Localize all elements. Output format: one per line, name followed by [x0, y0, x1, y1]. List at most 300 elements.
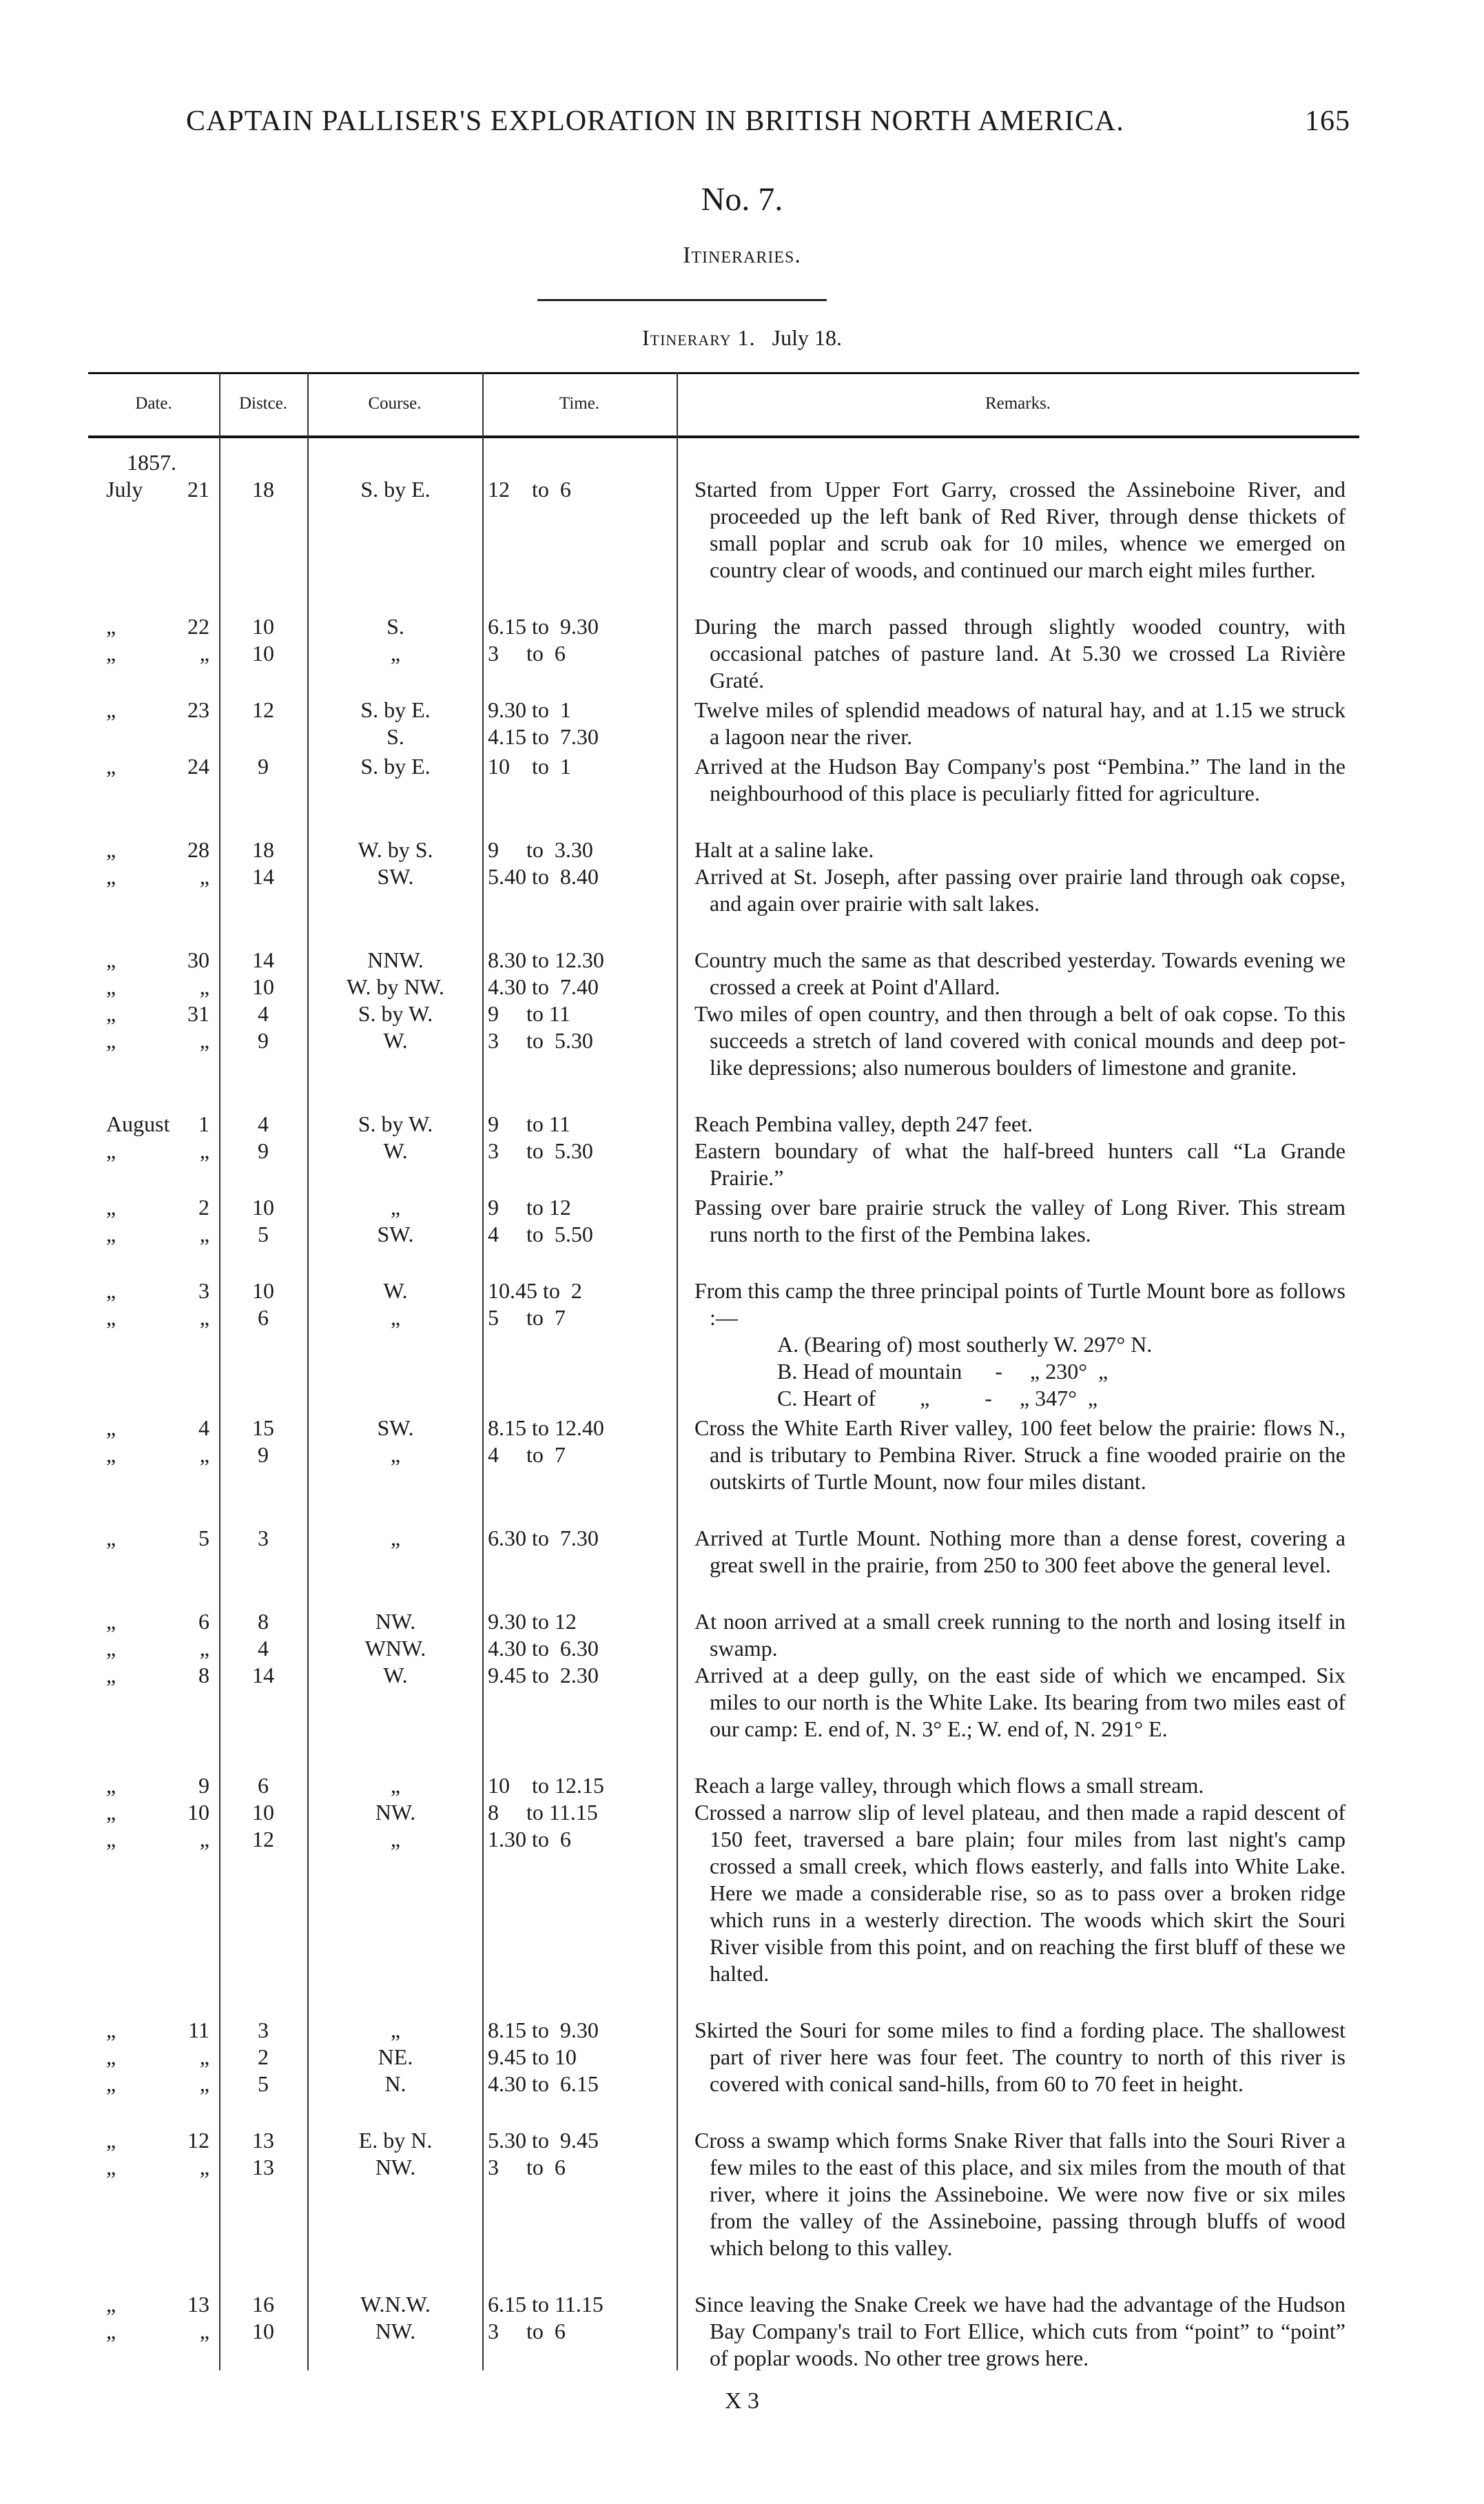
date-day: „: [199, 864, 209, 889]
remark-text: Crossed a narrow slip of level plateau, and then made a rapid descent of 150 feet, traversed a bare plain; four miles from last night's camp crossed a small creek, which flows easterly, and falls into White Lake. Here we made a considerable rise, so as to pass over a broken ridge which runs in a westerly direction. The woods which skirt the Souri River visible from this point, and on reaching the first bluff of these we halted.: [694, 1800, 1346, 1986]
course-value: NNW.: [367, 947, 424, 972]
cell-course: [310, 697, 481, 750]
time-value: 9 to 11: [488, 1001, 570, 1026]
date-month: „: [106, 2319, 116, 2343]
table-row: [88, 2017, 1359, 2127]
distance-value: 5: [258, 1222, 269, 1246]
distance-value: 8: [258, 1609, 269, 1634]
remark-text: Cross the White Earth River valley, 100 feet below the prairie: flows N., and is tributary to Pembina River. Struck a fine wooded prairie on the outskirts of Turtle Mount, now four miles distant.: [694, 1415, 1346, 1494]
date-month: „: [106, 2044, 116, 2069]
time-value: 8 to 11.15: [488, 1800, 598, 1825]
distance-value: 4: [258, 1636, 269, 1661]
distance-value: 6: [258, 1773, 269, 1798]
cell-date: [88, 1194, 212, 1248]
cell-remarks: [694, 697, 1346, 750]
date-month: „: [106, 1138, 116, 1163]
date-day: „: [199, 2155, 209, 2179]
date-line: [88, 613, 212, 640]
time-value: 8.15 to 9.30: [488, 2018, 599, 2042]
date-day: 3: [198, 1278, 209, 1303]
cell-distance: [223, 837, 303, 890]
time-value: 6.15 to 9.30: [488, 614, 599, 639]
cell-distance: [223, 2291, 303, 2345]
date-line: [88, 753, 212, 780]
date-day: „: [199, 1442, 209, 1467]
date-day: „: [199, 1222, 209, 1246]
course-value: NW.: [375, 2319, 416, 2343]
course-value: S. by W.: [358, 1001, 433, 1026]
distance-value: 10: [252, 2319, 274, 2343]
cell-remarks: [694, 2291, 1346, 2372]
cell-remarks: [694, 1415, 1346, 1495]
bearing-line: C. Heart of „ - „ 347° „: [777, 1386, 1098, 1410]
cell-remarks: [694, 2127, 1346, 2261]
time-value: 9.30 to 1: [488, 697, 571, 722]
time-value: 9.30 to 12: [488, 1609, 577, 1634]
date-day: 10: [187, 1800, 209, 1825]
distance-value: 16: [252, 2292, 274, 2317]
itinerary-title: Itinerary 1.: [642, 325, 756, 350]
date-month: „: [106, 2155, 116, 2179]
date-month: „: [106, 1305, 116, 1330]
remark-text: Passing over bare prairie struck the valley of Long River. This stream runs north to the first of the Pembina lakes.: [694, 1195, 1346, 1246]
date-day: 23: [187, 697, 209, 722]
date-line: [88, 2291, 212, 2318]
cell-course: [310, 1194, 481, 1248]
course-value: „: [390, 2018, 401, 2042]
document-number: No. 7.: [701, 181, 783, 218]
time-value: 5.30 to 9.45: [488, 2128, 599, 2153]
cell-course: [310, 2291, 481, 2345]
date-month: „: [106, 837, 116, 862]
time-value: 4.30 to 6.15: [488, 2071, 599, 2096]
table-row: [88, 697, 1359, 753]
date-line: [88, 697, 212, 724]
course-value: S.: [387, 724, 404, 749]
date-day: 13: [187, 2292, 209, 2317]
course-value: W.N.W.: [360, 2292, 431, 2317]
distance-value: 12: [252, 1827, 274, 1851]
time-value: 9.45 to 10: [488, 2044, 577, 2069]
cell-date: [88, 449, 212, 503]
time-value: 4.15 to 7.30: [488, 724, 599, 749]
table-row: [88, 1415, 1359, 1525]
course-value: NW.: [375, 1800, 416, 1825]
date-month: „: [106, 614, 116, 639]
time-value: 5.40 to 8.40: [488, 864, 599, 889]
date-month: „: [106, 1800, 116, 1825]
date-month: „: [106, 754, 116, 779]
date-day: 22: [187, 614, 209, 639]
remark-text: Eastern boundary of what the half-breed hunters call “La Grande Prairie.”: [694, 1138, 1346, 1190]
table-row: [88, 613, 1359, 697]
running-title: CAPTAIN PALLISER'S EXPLORATION IN BRITISH NORTH AMERICA.: [186, 105, 1124, 137]
cell-distance: [223, 753, 303, 780]
date-line: [88, 1000, 212, 1027]
cell-date: [88, 1111, 212, 1164]
course-value: S. by E.: [360, 477, 431, 502]
distance-value: 4: [258, 1001, 269, 1026]
cell-date: [88, 613, 212, 667]
date-line: [88, 1826, 212, 1853]
remark-text: Cross a swamp which forms Snake River that falls into the Souri River a few miles to the east of this place, and six miles from the mouth of that river, where it joins the Assineboine. We were now five or six miles from the valley of the Assineboine, passing through bluffs of wood which belong to this valley.: [694, 2128, 1346, 2260]
date-line: [88, 1138, 212, 1164]
distance-value: 10: [252, 1195, 274, 1220]
date-line: [88, 2017, 212, 2044]
itinerary-table: [88, 372, 1359, 2398]
date-month: „: [106, 2018, 116, 2042]
distance-value: 12: [252, 697, 274, 722]
cell-remarks: [694, 2017, 1346, 2097]
distance-value: 15: [252, 1415, 274, 1440]
cell-remarks: [694, 1111, 1346, 1191]
cell-remarks: [694, 837, 1346, 917]
date-line: [88, 2127, 212, 2154]
cell-distance: [223, 476, 303, 503]
remark-text: Two miles of open country, and then through a belt of oak copse. To this succeeds a stretch of land covered with conical mounds and deep pot-like depressions; also numerous boulders of limestone and granite.: [694, 1001, 1346, 1080]
remark-text: From this camp the three principal points of Turtle Mount bore as follows :—: [694, 1278, 1346, 1330]
date-month: „: [106, 974, 116, 999]
date-day: 28: [187, 837, 209, 862]
cell-date: [88, 2127, 212, 2181]
section-title: Itineraries.: [683, 243, 801, 268]
cell-date: [88, 947, 212, 1054]
header-distance: Distce.: [238, 394, 288, 413]
distance-value: 3: [258, 2018, 269, 2042]
course-value: WNW.: [364, 1636, 426, 1661]
date-line: [88, 1304, 212, 1331]
remark-text: Arrived at the Hudson Bay Company's post “Pembina.” The land in the neighbourhood of this place is peculiarly fitted for agriculture.: [694, 754, 1346, 805]
date-month: „: [106, 864, 116, 889]
distance-value: 10: [252, 614, 274, 639]
date-line: [88, 1608, 212, 1635]
cell-date: [88, 1772, 212, 1853]
cell-course: [310, 1525, 481, 1552]
cell-distance: [223, 1608, 303, 1689]
date-month: „: [106, 2071, 116, 2096]
remark-text: Arrived at St. Joseph, after passing over prairie land through oak copse, and again over prairie with salt lakes.: [694, 864, 1346, 916]
distance-value: 14: [252, 864, 274, 889]
course-value: NW.: [375, 2155, 416, 2179]
cell-remarks: [694, 476, 1346, 584]
cell-course: [310, 2127, 481, 2181]
cell-distance: [223, 2017, 303, 2097]
distance-value: 14: [252, 947, 274, 972]
date-month: „: [106, 1442, 116, 1467]
date-month: „: [106, 947, 116, 972]
date-day: „: [199, 2319, 209, 2343]
header-course: Course.: [368, 394, 422, 413]
date-line: [88, 1772, 212, 1799]
cell-remarks: [694, 1525, 1346, 1579]
course-value: „: [390, 1526, 401, 1550]
date-month: „: [106, 1001, 116, 1026]
cell-date: [88, 2291, 212, 2345]
time-value: 3 to 5.30: [488, 1138, 593, 1163]
date-day: 31: [187, 1001, 209, 1026]
table-body: [88, 449, 1359, 2401]
date-day: „: [199, 1636, 209, 1661]
cell-date: [88, 2017, 212, 2097]
course-value: „: [390, 1305, 401, 1330]
date-day: 1: [198, 1111, 209, 1136]
time-value: 3 to 6: [488, 641, 566, 666]
header-date: Date.: [135, 394, 172, 413]
date-month: „: [106, 1415, 116, 1440]
cell-distance: [223, 1525, 303, 1552]
course-value: SW.: [377, 1222, 414, 1246]
date-month: „: [106, 1773, 116, 1798]
time-value: 8.15 to 12.40: [488, 1415, 604, 1440]
date-day: 9: [198, 1773, 209, 1798]
cell-distance: [223, 947, 303, 1054]
cell-date: [88, 1415, 212, 1468]
cell-distance: [223, 697, 303, 724]
cell-remarks: [694, 947, 1346, 1081]
remark-text: At noon arrived at a small creek running to the north and losing itself in swamp.: [694, 1609, 1346, 1661]
date-day: „: [199, 1827, 209, 1851]
course-value: NE.: [378, 2044, 413, 2069]
distance-value: 10: [252, 974, 274, 999]
course-value: N.: [384, 2071, 406, 2096]
date-line: [88, 863, 212, 890]
cell-distance: [223, 2127, 303, 2181]
table-row: [88, 449, 1359, 613]
date-line: [88, 2044, 212, 2071]
course-value: W. by S.: [358, 837, 433, 862]
distance-value: 6: [258, 1305, 269, 1330]
date-day: 30: [187, 947, 209, 972]
date-day: 6: [198, 1609, 209, 1634]
date-month: „: [106, 1195, 116, 1220]
date-line: [88, 1635, 212, 1662]
cell-course: [310, 2017, 481, 2097]
cell-date: [88, 1608, 212, 1689]
course-value: W. by NW.: [347, 974, 444, 999]
time-value: 3 to 6: [488, 2155, 566, 2179]
table-row: [88, 2291, 1359, 2401]
cell-course: [310, 476, 481, 503]
distance-value: 10: [252, 1800, 274, 1825]
date-day: 21: [187, 477, 209, 502]
table-top-rule: [88, 372, 1359, 374]
date-month: „: [106, 2128, 116, 2153]
date-day: „: [199, 974, 209, 999]
distance-value: 13: [252, 2128, 274, 2153]
cell-distance: [223, 1111, 303, 1164]
cell-date: [88, 1525, 212, 1552]
time-value: 9.45 to 2.30: [488, 1663, 599, 1687]
itinerary-date: July 18.: [772, 325, 842, 350]
distance-value: 4: [258, 1111, 269, 1136]
cell-distance: [223, 1277, 303, 1331]
date-month: „: [106, 1636, 116, 1661]
date-line: [88, 1662, 212, 1689]
table-row: [88, 1277, 1359, 1415]
date-day: 12: [187, 2128, 209, 2153]
date-month: „: [106, 1663, 116, 1687]
cell-remarks: [694, 1772, 1346, 1987]
cell-remarks: [694, 1194, 1346, 1248]
cell-course: [310, 1772, 481, 1853]
time-value: 4.30 to 7.40: [488, 974, 599, 999]
date-month: „: [106, 697, 116, 722]
date-line: [88, 1194, 212, 1221]
course-value: „: [390, 1773, 401, 1798]
table-row: [88, 1111, 1359, 1194]
date-line: [88, 1441, 212, 1468]
date-line: [88, 1415, 212, 1441]
course-value: S. by W.: [358, 1111, 433, 1136]
date-line: [88, 2071, 212, 2097]
date-line: [88, 1027, 212, 1054]
cell-distance: [223, 1772, 303, 1853]
date-month: „: [106, 1609, 116, 1634]
course-value: SW.: [377, 864, 414, 889]
cell-distance: [223, 613, 303, 667]
distance-value: 13: [252, 2155, 274, 2179]
distance-value: 9: [258, 1028, 269, 1053]
date-day: „: [199, 1138, 209, 1163]
date-line: [88, 837, 212, 863]
date-line: [88, 476, 212, 503]
date-month: „: [106, 1028, 116, 1053]
table-row: [88, 1525, 1359, 1608]
remark-text: Halt at a saline lake.: [694, 837, 874, 862]
course-value: W.: [383, 1278, 408, 1303]
distance-value: 3: [258, 1526, 269, 1550]
signature-mark: X 3: [724, 2388, 760, 2414]
header-remarks: Remarks.: [985, 394, 1051, 413]
date-day: 2: [198, 1195, 209, 1220]
time-value: 4 to 5.50: [488, 1222, 593, 1246]
date-day: 5: [198, 1526, 209, 1550]
distance-value: 2: [258, 2044, 269, 2069]
date-day: „: [199, 2044, 209, 2069]
date-line: [88, 947, 212, 974]
date-line: [88, 1221, 212, 1248]
date-month: „: [106, 1526, 116, 1550]
date-day: 24: [187, 754, 209, 779]
course-value: W.: [383, 1138, 408, 1163]
time-value: 10 to 12.15: [488, 1773, 604, 1798]
cell-course: [310, 753, 481, 780]
remark-text: Started from Upper Fort Garry, crossed the Assineboine River, and proceeded up the left bank of Red River, through dense thickets of small poplar and scrub oak for 10 miles, whence we emerged on country clear of woods, and continued our march eight miles further.: [694, 477, 1346, 582]
cell-course: [310, 947, 481, 1054]
date-day: „: [199, 641, 209, 666]
distance-value: 5: [258, 2071, 269, 2096]
time-value: 10.45 to 2: [488, 1278, 582, 1303]
course-value: W.: [383, 1028, 408, 1053]
bearing-line: A. (Bearing of) most southerly W. 297° N.: [777, 1332, 1153, 1357]
cell-course: [310, 1277, 481, 1331]
course-value: S.: [387, 614, 404, 639]
distance-value: 10: [252, 1278, 274, 1303]
cell-course: [310, 1415, 481, 1468]
title-rule: [537, 299, 827, 301]
remark-text: Reach Pembina valley, depth 247 feet.: [694, 1111, 1033, 1136]
time-value: 12 to 6: [488, 477, 571, 502]
remark-text: Arrived at a deep gully, on the east side of which we encamped. Six miles to our north is the White Lake. Its bearing from two miles east of our camp: E. end of, N. 3° E.; W. end of, N. 291° E.: [694, 1663, 1346, 1741]
time-value: 10 to 1: [488, 754, 571, 779]
date-day: 8: [198, 1663, 209, 1687]
course-value: „: [390, 1442, 401, 1467]
distance-value: 18: [252, 837, 274, 862]
remark-text: Since leaving the Snake Creek we have had the advantage of the Hudson Bay Company's trail to Fort Ellice, which cuts from “point” to “point” of poplar woods. No other tree grows here.: [694, 2292, 1346, 2370]
cell-course: [310, 1608, 481, 1689]
cell-remarks: [694, 753, 1346, 807]
date-month: „: [106, 1222, 116, 1246]
header-time: Time.: [559, 394, 600, 413]
date-month: „: [106, 1827, 116, 1851]
date-month: „: [106, 2292, 116, 2317]
date-month: „: [106, 641, 116, 666]
time-value: 6.15 to 11.15: [488, 2292, 604, 2317]
time-value: 6.30 to 7.30: [488, 1526, 599, 1550]
cell-date: [88, 837, 212, 890]
cell-date: [88, 753, 212, 780]
cell-remarks: [694, 1277, 1346, 1412]
time-value: 4.30 to 6.30: [488, 1636, 599, 1661]
course-value: E. by N.: [358, 2128, 433, 2153]
date-line: [88, 2318, 212, 2345]
table-row: [88, 1194, 1359, 1277]
date-day: 4: [198, 1415, 209, 1440]
distance-value: 10: [252, 641, 274, 666]
remark-text: Arrived at Turtle Mount. Nothing more than a dense forest, covering a great swell in the prairie, from 250 to 300 feet above the general level.: [694, 1526, 1346, 1577]
course-value: „: [390, 1827, 401, 1851]
page-number: 165: [1305, 105, 1350, 137]
table-row: [88, 947, 1359, 1111]
course-value: „: [390, 641, 401, 666]
date-day: „: [199, 1305, 209, 1330]
cell-course: [310, 837, 481, 890]
date-month: July: [106, 477, 143, 502]
date-line: [88, 974, 212, 1000]
cell-course: [310, 613, 481, 667]
table-row: [88, 2127, 1359, 2291]
cell-distance: [223, 1415, 303, 1468]
time-value: 3 to 6: [488, 2319, 566, 2343]
distance-value: 18: [252, 477, 274, 502]
remark-text: Twelve miles of splendid meadows of natural hay, and at 1.15 we struck a lagoon near the river.: [694, 697, 1346, 749]
table-row: [88, 1608, 1359, 1772]
course-value: NW.: [375, 1609, 416, 1634]
date-line: [88, 1525, 212, 1552]
date-year: 1857.: [127, 450, 176, 475]
date-day: „: [199, 2071, 209, 2096]
distance-value: 9: [258, 754, 269, 779]
date-line: [88, 2154, 212, 2181]
table-header-rule: [88, 435, 1359, 438]
distance-value: 9: [258, 1442, 269, 1467]
itinerary-heading: [0, 325, 1484, 351]
cell-date: [88, 697, 212, 724]
time-value: 9 to 3.30: [488, 837, 593, 862]
remark-text: Reach a large valley, through which flows a small stream.: [694, 1773, 1204, 1798]
course-value: W.: [383, 1663, 408, 1687]
table-row: [88, 837, 1359, 947]
cell-date: [88, 1277, 212, 1331]
distance-value: 14: [252, 1663, 274, 1687]
bearing-line: B. Head of mountain - „ 230° „: [777, 1359, 1109, 1384]
cell-distance: [223, 1194, 303, 1248]
date-line: [88, 1277, 212, 1304]
cell-remarks: [694, 1608, 1346, 1743]
course-value: „: [390, 1195, 401, 1220]
cell-remarks: [694, 613, 1346, 694]
table-row: [88, 1772, 1359, 2017]
